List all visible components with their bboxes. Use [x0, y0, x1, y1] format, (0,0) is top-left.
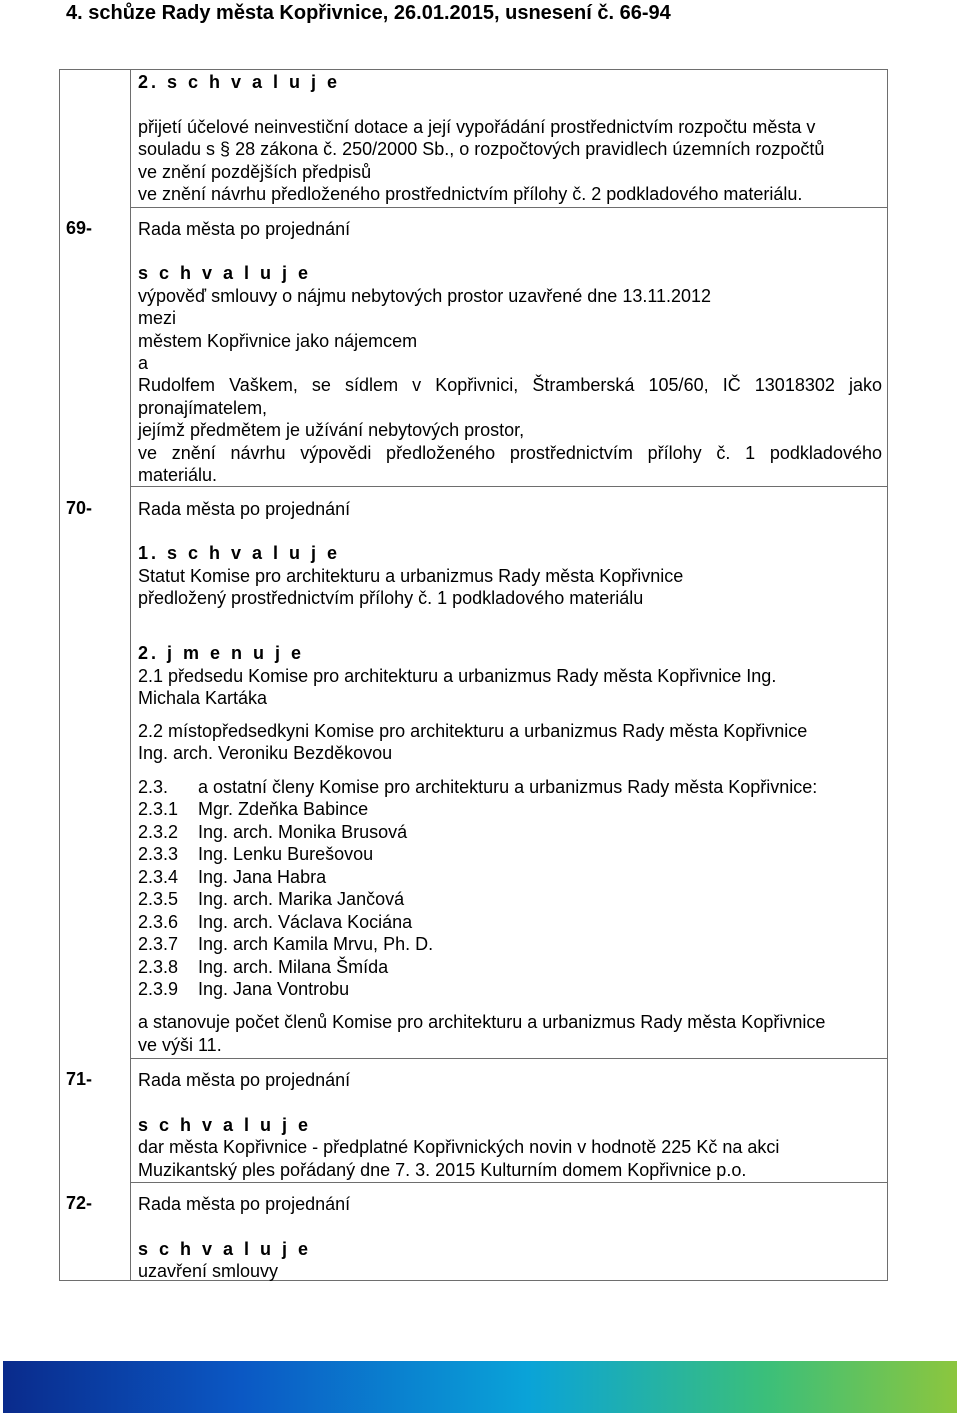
page-header: 4. schůze Rady města Kopřivnice, 26.01.2015, usnesení č. 66-94: [66, 2, 671, 24]
member-number: 2.3.7: [138, 934, 179, 954]
resolution-heading: s c h v a l u j e: [138, 263, 312, 283]
row-divider: [130, 1058, 887, 1059]
resolution-number: 70-: [66, 498, 93, 518]
resolution-line: předložený prostřednictvím přílohy č. 1 podkladového materiálu: [138, 588, 644, 608]
resolution-line: Rudolfem Vaškem, se sídlem v Kopřivnici, Štramberská 105/60, IČ 13018302 jako: [138, 375, 882, 395]
top-line: souladu s § 28 zákona č. 250/2000 Sb., o rozpočtových pravidlech územních rozpočtů: [138, 139, 825, 159]
row-divider: [130, 207, 887, 208]
member-number: 2.3.8: [138, 956, 179, 977]
resolution-line: uzavření smlouvy: [138, 1261, 279, 1281]
column-divider: [130, 70, 131, 1280]
top-heading: 2. s c h v a l u j e: [138, 72, 341, 92]
resolution-heading: 1. s c h v a l u j e: [138, 543, 341, 563]
member-name: Ing. Jana Habra: [198, 866, 327, 887]
resolution-heading: s c h v a l u j e: [138, 1115, 312, 1135]
list-item: [138, 978, 882, 1001]
closing-line: ve výši 11.: [138, 1035, 222, 1055]
resolution-line: ve znění návrhu výpovědi předloženého prostřednictvím přílohy č. 1 podkladového: [138, 443, 882, 463]
member-number: 2.3.3: [138, 844, 179, 864]
member-number: 2.3.6: [138, 911, 179, 932]
row-divider: [130, 486, 887, 487]
resolution-number: 72-: [66, 1193, 93, 1213]
resolution-intro: Rada města po projednání: [138, 499, 351, 519]
resolution-heading: 2. j m e n u j e: [138, 643, 305, 663]
row-divider: [130, 1182, 887, 1183]
resolution-line: mezi: [138, 308, 177, 328]
list-item: [138, 888, 882, 911]
resolution-line: Muzikantský ples pořádaný dne 7. 3. 2015 Kulturním domem Kopřivnice p.o.: [138, 1160, 747, 1180]
appointment-line: 2.2 místopředsedkyni Komise pro architekturu a urbanizmus Rady města Kopřivnice: [138, 721, 808, 741]
resolution-line: Statut Komise pro architekturu a urbanizmus Rady města Kopřivnice: [138, 566, 684, 586]
closing-line: a stanovuje počet členů Komise pro architekturu a urbanizmus Rady města Kopřivnice: [138, 1012, 826, 1032]
member-name: Ing. Jana Vontrobu: [198, 979, 350, 999]
list-item: [138, 798, 882, 821]
appointment-line: Ing. arch. Veroniku Bezděkovou: [138, 743, 393, 763]
list-item: [138, 843, 882, 866]
resolution-line: jejímž předmětem je užívání nebytových prostor,: [138, 420, 525, 440]
top-line: přijetí účelové neinvestiční dotace a její vypořádání prostřednictvím rozpočtu města v: [138, 117, 816, 137]
top-line: ve znění návrhu předloženého prostřednictvím přílohy č. 2 podkladového materiálu.: [138, 184, 803, 204]
resolution-line: výpověď smlouvy o nájmu nebytových prostor uzavřené dne 13.11.2012: [138, 286, 712, 306]
list-item: [138, 911, 882, 934]
member-number: 2.3.1: [138, 799, 179, 819]
member-number: 2.3.4: [138, 866, 179, 887]
member-name: Mgr. Zdeňka Babince: [198, 799, 369, 819]
list-item: [138, 821, 882, 844]
resolution-number: 71-: [66, 1069, 93, 1089]
resolution-line: městem Kopřivnice jako nájemcem: [138, 331, 418, 351]
resolution-line: a: [138, 353, 149, 373]
resolution-line: pronajímatelem,: [138, 398, 268, 418]
members-list: [138, 798, 882, 1001]
resolution-line: dar města Kopřivnice - předplatné Kopřivnických novin v hodnotě 225 Kč na akci: [138, 1137, 780, 1157]
list-item: [138, 956, 882, 979]
appointment-line: Michala Kartáka: [138, 688, 268, 708]
member-name: Ing. arch. Václava Kociána: [198, 911, 413, 932]
footer-gradient-band: [3, 1361, 957, 1413]
members-intro: a ostatní členy Komise pro architekturu a urbanizmus Rady města Kopřivnice:: [198, 777, 818, 797]
resolutions-table: [59, 69, 888, 1281]
resolution-heading: s c h v a l u j e: [138, 1239, 312, 1259]
member-number: 2.3.5: [138, 889, 179, 909]
resolution-number: 69-: [66, 218, 93, 238]
resolution-intro: Rada města po projednání: [138, 1070, 351, 1090]
member-number: 2.3.9: [138, 979, 179, 999]
appointment-line: 2.1 předsedu Komise pro architekturu a urbanizmus Rady města Kopřivnice Ing.: [138, 666, 777, 686]
member-number: 2.3.2: [138, 821, 179, 842]
list-item: [138, 933, 882, 956]
resolution-line: materiálu.: [138, 465, 218, 485]
top-line: ve znění pozdějších předpisů: [138, 162, 372, 182]
resolution-intro: Rada města po projednání: [138, 219, 351, 239]
member-name: Ing. arch. Milana Šmída: [198, 956, 389, 977]
member-name: Ing. arch Kamila Mrvu, Ph. D.: [198, 934, 434, 954]
member-name: Ing. Lenku Burešovou: [198, 844, 374, 864]
members-number: 2.3.: [138, 777, 169, 797]
member-name: Ing. arch. Marika Jančová: [198, 889, 405, 909]
resolution-intro: Rada města po projednání: [138, 1194, 351, 1214]
list-item: [138, 866, 882, 889]
member-name: Ing. arch. Monika Brusová: [198, 821, 408, 842]
